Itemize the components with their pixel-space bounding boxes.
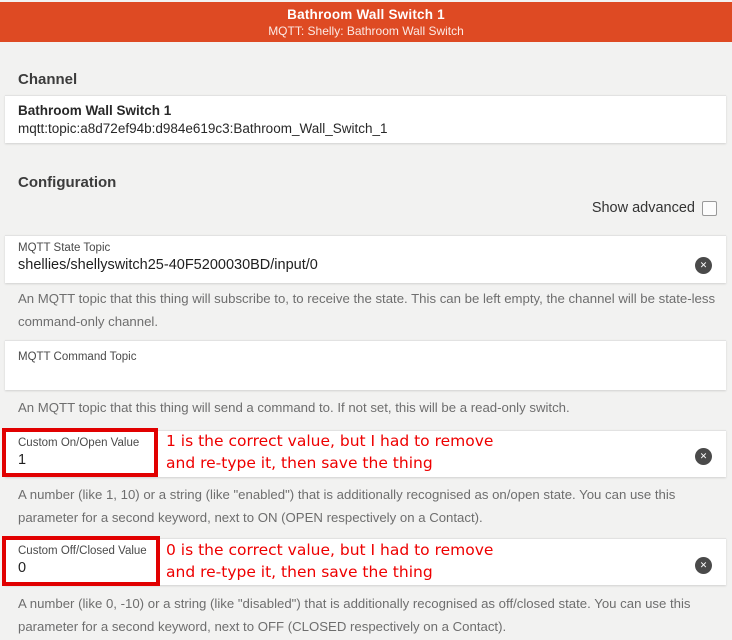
clear-icon[interactable]	[695, 448, 712, 465]
config-section-heading: Configuration	[18, 174, 117, 191]
channel-title: Bathroom Wall Switch 1	[18, 103, 172, 118]
annotation-line: 1 is the correct value, but I had to remove	[166, 432, 494, 450]
field-help-text: A number (like 1, 10) or a string (like "enabled") that is additionally recognised as on/open state. You can use this parameter for a second keyword, next to ON (OPEN respectively on a Contact).	[18, 487, 676, 525]
field-label: Custom On/Open Value	[18, 437, 140, 449]
annotation-line: 0 is the correct value, but I had to remove	[166, 541, 494, 559]
annotation-line: and re-type it, then save the thing	[166, 453, 433, 472]
clear-x-glyph: ✕	[699, 260, 708, 270]
red-annotation-text	[166, 431, 493, 474]
field-value: shellies/shellyswitch25-40F5200030BD/input/0	[18, 257, 318, 273]
clear-icon[interactable]	[695, 557, 712, 574]
channel-card[interactable]	[5, 95, 726, 143]
show-advanced-label: Show advanced	[591, 200, 695, 216]
show-advanced-checkbox[interactable]	[702, 201, 717, 216]
field-label: MQTT Command Topic	[18, 351, 137, 363]
field-value: 0	[18, 560, 27, 576]
field-value: 1	[18, 452, 27, 468]
field-help-text: An MQTT topic that this thing will subscribe to, to receive the state. This can be left empty, the channel will be state-less command-only channel.	[18, 291, 716, 329]
app-header	[0, 2, 732, 42]
field-label: MQTT State Topic	[18, 242, 111, 254]
field-value	[18, 366, 726, 383]
field-label: Custom Off/Closed Value	[18, 545, 147, 557]
field-mqtt-state-topic[interactable]	[5, 235, 726, 283]
clear-x-glyph: ✕	[699, 560, 708, 570]
channel-uid: mqtt:topic:a8d72ef94b:d984e619c3:Bathroom_Wall_Switch_1	[18, 121, 388, 136]
channel-section-heading: Channel	[18, 71, 78, 88]
page-subtitle: MQTT: Shelly: Bathroom Wall Switch	[268, 24, 464, 38]
annotation-line: and re-type it, then save the thing	[166, 562, 433, 581]
field-help-text: An MQTT topic that this thing will send a command to. If not set, this will be a read-only switch.	[18, 400, 570, 415]
clear-x-glyph: ✕	[699, 451, 708, 461]
red-annotation-text	[166, 540, 493, 583]
page-title: Bathroom Wall Switch 1	[287, 7, 445, 22]
show-advanced-row	[592, 200, 717, 216]
clear-icon[interactable]	[695, 257, 712, 274]
field-mqtt-command-topic[interactable]	[5, 340, 726, 390]
field-help-text: A number (like 0, -10) or a string (like "disabled") that is additionally recognised as off/closed state. You can use this parameter for a second keyword, next to OFF (CLOSED respectively on a Contact).	[18, 596, 691, 634]
